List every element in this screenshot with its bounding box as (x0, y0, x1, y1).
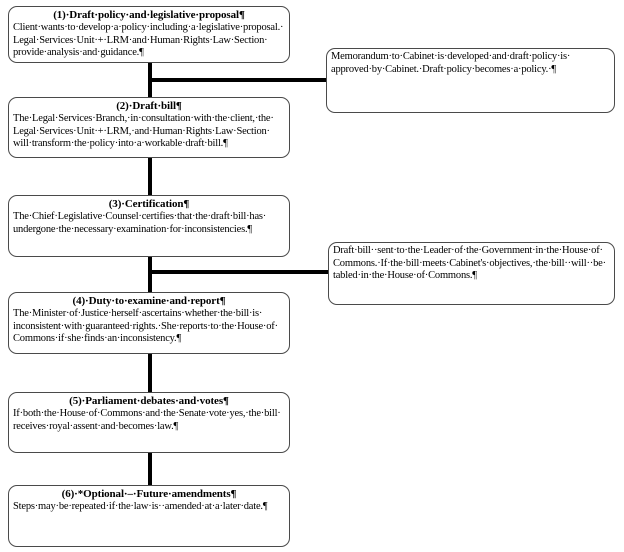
side-note-box-2-bill-tabled (328, 242, 615, 305)
step-title-2: (2)·​Draft·​bill¶ (116, 100, 182, 112)
step-body-2: The·​Legal·​Services·​Branch,·​in·​consultation·​with·​the·​client,·​the·​Legal·​Services·​Unit·​+·​LRM,·​and·​Human·​Rights·​Law·​Section·​will·​transform·​the·​policy·​into·​a·​workable·​draft·​bill.¶ (13, 113, 274, 150)
step-body-5: If·​both·​the·​House·​of·​Commons·​and·​the·​Senate·​vote·​yes,·​the·​bill·​receives·​royal·​assent·​and·​becomes·​law.¶ (13, 408, 281, 432)
step-body-3: The·​Chief·​Legislative·​Counsel·​certifies·​that·​the·​draft·​bill·​has·​undergone·​the·​necessary·​examination·​for·​inconsistencies.¶ (13, 211, 267, 235)
step-title-3: (3)·​Certification¶ (108, 198, 190, 210)
step-box-6-future-amendments (8, 485, 290, 547)
step-title-6: (6)·​*Optional·​–·​Future·​amendments¶ (61, 488, 237, 500)
step-title-5: (5)·​Parliament·​debates·​and·​votes¶ (69, 395, 229, 407)
step-body-6: Steps·​may·​be·​repeated·​if·​the·​law·​is·​·​amended·​at·​a·​later·​date.¶ (13, 501, 268, 512)
connector-vertical-step4-step5 (148, 353, 152, 393)
step-title-1: (1)·​Draft·​policy·​and·​legislative·​proposal¶ (53, 9, 245, 21)
connector-vertical-step3-step4 (148, 256, 152, 293)
step-box-2-draft-bill (8, 97, 290, 158)
connector-vertical-step5-step6 (148, 452, 152, 486)
step-box-3-certification (8, 195, 290, 257)
side-note-box-1-memorandum-to-cabinet (326, 48, 615, 113)
side-note-text-1: Memorandum·​to·​Cabinet·​is·​developed·​and·​draft·​policy·​is·​approved·​by·​Cabinet.·​Draft·​policy·​becomes·​a·​policy.·​¶ (331, 51, 571, 75)
step-title-4: (4)·​Duty·​to·​examine·​and·​report¶ (72, 295, 226, 307)
side-note-text-2: Draft·​bill·​·​sent·​to·​the·​Leader·​of·​the·​Government·​in·​the·​House·​of·​Commons.·​If·​the·​bill·​meets·​Cabinet's·​objectives,·​the·​bill·​·​will·​·​be·​tabled·​in·​the·​House·​of·​Commons.¶ (333, 245, 606, 282)
step-body-4: The·​Minister·​of·​Justice·​herself·​ascertains·​whether·​the·​bill·​is·​inconsistent·​with·​guaranteed·​rights.·​She·​reports·​to·​the·​House·​of·​Commons·​if·​she·​finds·​an·​inconsistency.¶ (13, 308, 278, 345)
step-box-5-parliament-votes (8, 392, 290, 453)
connector-horizontal-to-note2 (148, 270, 330, 274)
step-box-1-draft-policy (8, 6, 290, 63)
connector-vertical-step2-step3 (148, 157, 152, 196)
step-body-1: Client·​wants·​to·​develop·​a·​policy·​including·​a·​legislative·​proposal.·​Legal·​Services·​Unit·​+·​LRM·​and·​Human·​Rights·​Law·​Section·​provide·​analysis·​and·​guidance.¶ (13, 22, 284, 59)
step-box-4-duty-to-examine (8, 292, 290, 354)
connector-horizontal-to-note1 (148, 78, 328, 82)
